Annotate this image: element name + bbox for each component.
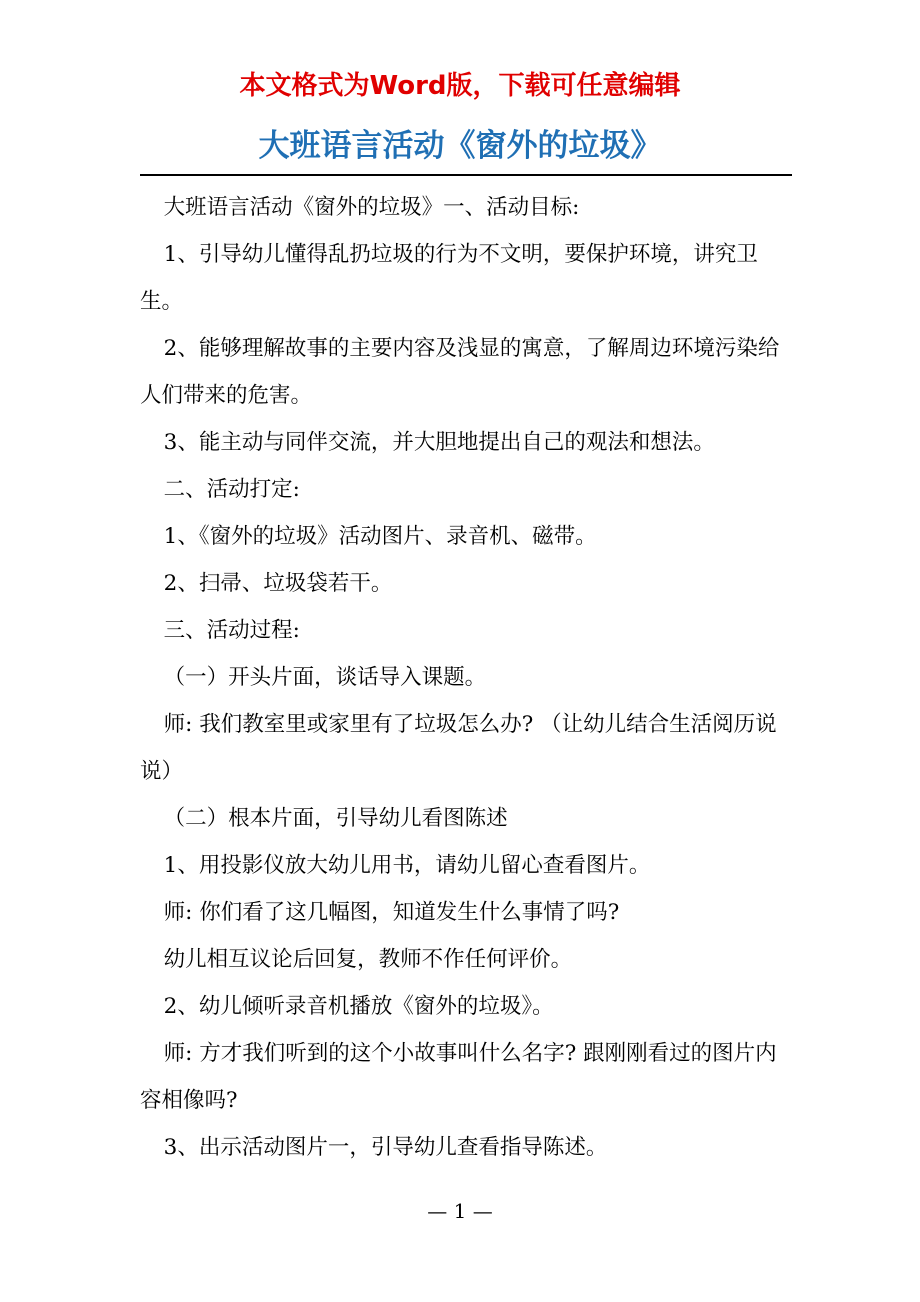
paragraph: 2、扫帚、垃圾袋若干。 [163, 571, 393, 596]
paragraph: 1、用投影仪放大幼儿用书，请幼儿留心查看图片。 [163, 853, 651, 878]
paragraph: 师: 方才我们听到的这个小故事叫什么名字? 跟刚刚看过的图片内容相像吗? [140, 1041, 777, 1113]
document-title: 大班语言活动《窗外的垃圾》 [258, 128, 662, 164]
paragraph: 2、幼儿倾听录音机播放《窗外的垃圾》。 [163, 994, 554, 1019]
paragraph: 三、活动过程: [163, 618, 300, 643]
paragraph: 3、能主动与同伴交流，并大胆地提出自己的观法和想法。 [163, 430, 715, 455]
paragraph: 3、出示活动图片一，引导幼儿查看指导陈述。 [163, 1135, 608, 1160]
format-notice: 本文格式为Word版，下载可任意编辑 [239, 71, 681, 101]
paragraph: （一）开头片面，谈话导入课题。 [163, 665, 487, 690]
paragraph: 二、活动打定: [163, 477, 300, 502]
paragraph: 1、引导幼儿懂得乱扔垃圾的行为不文明，要保护环境，讲究卫生。 [140, 242, 758, 314]
paragraph: 大班语言活动《窗外的垃圾》一、活动目标: [163, 195, 580, 220]
paragraph: （二）根本片面，引导幼儿看图陈述 [163, 806, 508, 831]
document-body [140, 184, 792, 1171]
paragraph: 师: 你们看了这几幅图，知道发生什么事情了吗? [163, 900, 620, 925]
title-divider [140, 174, 792, 176]
paragraph: 幼儿相互议论后回复，教师不作任何评价。 [163, 947, 573, 972]
paragraph: 师: 我们教室里或家里有了垃圾怎么办? （让幼儿结合生活阅历说说） [140, 712, 777, 784]
paragraph: 2、能够理解故事的主要内容及浅显的寓意，了解周边环境污染给人们带来的危害。 [140, 336, 780, 408]
paragraph: 1、《窗外的垃圾》活动图片、录音机、磁带。 [163, 524, 597, 549]
page-number: — 1 — [427, 1199, 493, 1223]
